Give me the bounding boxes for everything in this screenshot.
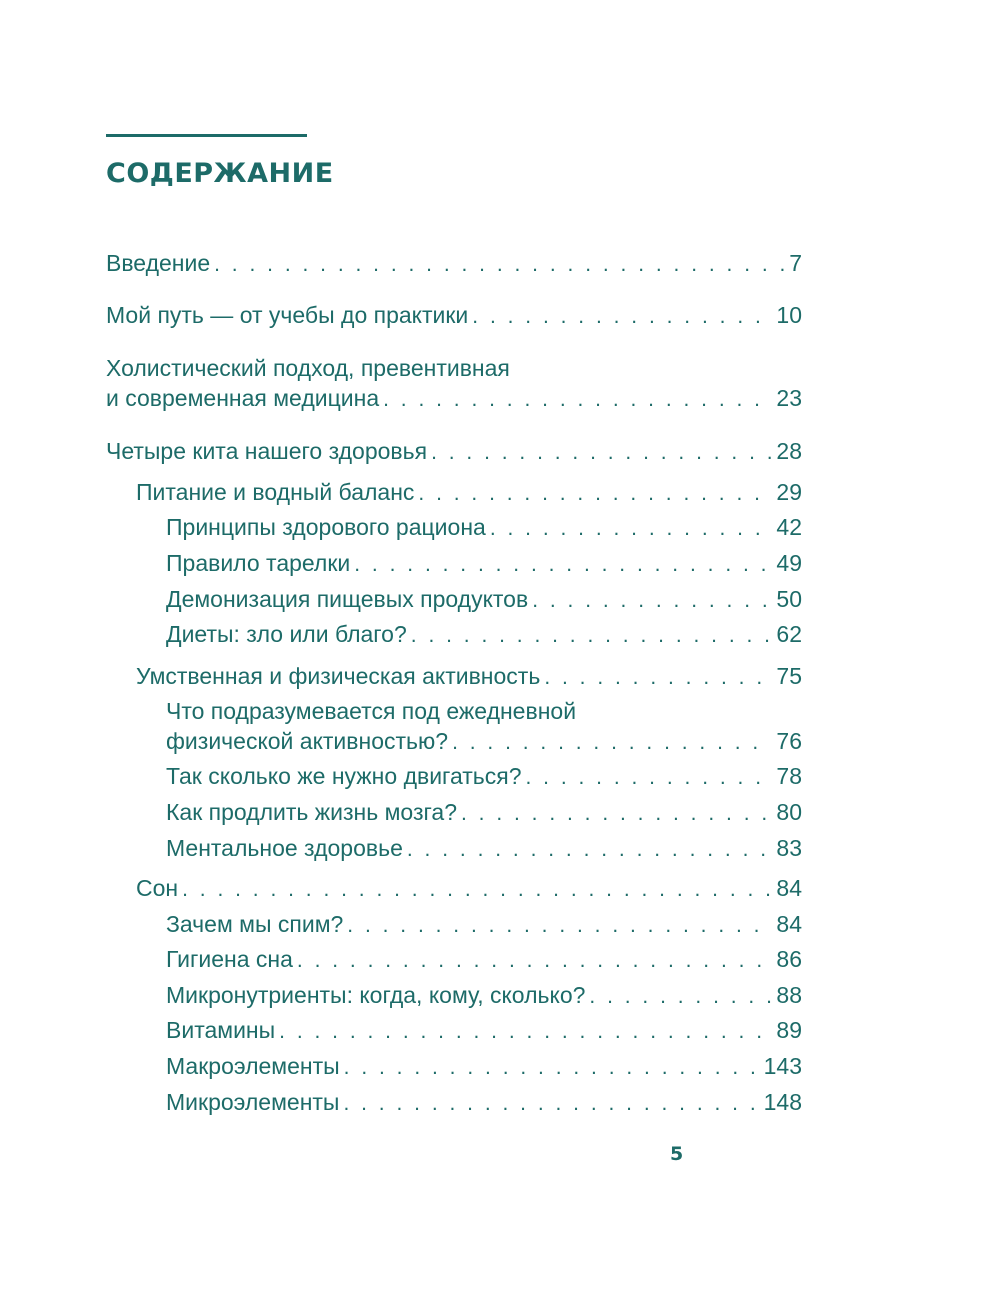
toc-entry-page: 50: [776, 586, 802, 612]
dot-leader: [589, 982, 772, 1012]
toc-entry-title: Макроэлементы: [166, 1053, 340, 1079]
dot-leader: [526, 763, 773, 793]
toc-entry-page: 88: [776, 982, 802, 1008]
toc-entry-nutrition[interactable]: [136, 477, 802, 509]
toc-entry-title: Введение: [106, 250, 211, 276]
toc-entry-page: 23: [776, 385, 802, 411]
toc-entry-page: 89: [776, 1017, 802, 1043]
toc-entry-page: 86: [776, 946, 802, 972]
toc-entry-page: 78: [776, 763, 802, 789]
toc-entry-title: Умственная и физическая активность: [136, 663, 541, 689]
toc-entry-introduction[interactable]: [106, 248, 802, 280]
toc-entry-page: 143: [763, 1053, 802, 1079]
toc-entry-page: 80: [776, 799, 802, 825]
dot-leader: [407, 835, 773, 865]
page-number: 5: [670, 1143, 684, 1165]
toc-entry-plate-rule[interactable]: [166, 548, 802, 580]
toc-entry-healthy-diet-principles[interactable]: [166, 512, 802, 544]
dot-leader: [411, 621, 773, 651]
toc-entry-daily-activity[interactable]: [166, 696, 802, 758]
toc-entry-title-first-line: Что подразумевается под ежедневной: [166, 698, 577, 724]
toc-entry-micronutrients[interactable]: [166, 980, 802, 1012]
dot-leader: [347, 911, 772, 941]
toc-entry-mental-health[interactable]: [166, 833, 802, 865]
toc-entry-why-we-sleep[interactable]: [166, 909, 802, 941]
toc-entry-page: 84: [776, 911, 802, 937]
toc-entry-page: 76: [776, 728, 802, 754]
toc-entry-title: Микронутриенты: когда, кому, сколько?: [166, 982, 586, 1008]
toc-entry-title: физической активностью?: [166, 728, 449, 754]
dot-leader: [431, 438, 772, 468]
toc-entry-page: 83: [776, 835, 802, 861]
dot-leader: [354, 550, 772, 580]
toc-entry-title: Правило тарелки: [166, 550, 351, 576]
toc-entry-microelements[interactable]: [166, 1087, 802, 1119]
toc-entry-sleep-hygiene[interactable]: [166, 944, 802, 976]
toc-entry-page: 84: [776, 875, 802, 901]
toc-entry-food-demonization[interactable]: [166, 584, 802, 616]
toc-entry-page: 148: [763, 1089, 802, 1115]
toc-entry-title: Ментальное здоровье: [166, 835, 403, 861]
toc-entry-title: Принципы здорового рациона: [166, 514, 486, 540]
dot-leader: [344, 1053, 760, 1083]
toc-entry-title-first-line: Холистический подход, превентивная: [106, 355, 510, 381]
dot-leader: [297, 946, 772, 976]
toc-entry-page: 75: [776, 663, 802, 689]
toc-entry-holistic-approach[interactable]: [106, 353, 802, 415]
toc-entry-title: Как продлить жизнь мозга?: [166, 799, 457, 825]
toc-entry-title: Диеты: зло или благо?: [166, 621, 407, 647]
toc-entry-page: 42: [776, 514, 802, 540]
dot-leader: [490, 514, 773, 544]
toc-entry-title: Так сколько же нужно двигаться?: [166, 763, 522, 789]
toc-entry-my-path[interactable]: [106, 300, 802, 332]
toc-entry-title: и современная медицина: [106, 385, 380, 411]
dot-leader: [452, 728, 772, 758]
dot-leader: [343, 1089, 759, 1119]
toc-entry-page: 10: [776, 302, 802, 328]
toc-entry-page: 49: [776, 550, 802, 576]
toc-entry-title: Мой путь — от учебы до практики: [106, 302, 469, 328]
toc-entry-title: Микроэлементы: [166, 1089, 340, 1115]
toc-entry-title: Демонизация пищевых продуктов: [166, 586, 529, 612]
dot-leader: [532, 586, 772, 616]
dot-leader: [544, 663, 772, 693]
dot-leader: [418, 479, 772, 509]
toc-entry-title: Сон: [136, 875, 179, 901]
toc-entry-title: Четыре кита нашего здоровья: [106, 438, 428, 464]
toc-entry-page: 28: [776, 438, 802, 464]
toc-entry-how-much-to-move[interactable]: [166, 761, 802, 793]
dot-leader: [279, 1017, 772, 1047]
toc-entry-title: Витамины: [166, 1017, 276, 1043]
toc-entry-page: 29: [776, 479, 802, 505]
toc-entry-title: Питание и водный баланс: [136, 479, 415, 505]
toc-entry-title: Гигиена сна: [166, 946, 293, 972]
dot-leader: [383, 385, 772, 415]
toc-entry-sleep[interactable]: [136, 873, 802, 905]
toc-entry-brain-life[interactable]: [166, 797, 802, 829]
toc-entry-activity[interactable]: [136, 661, 802, 693]
dot-leader: [182, 875, 772, 905]
toc-entry-macroelements[interactable]: [166, 1051, 802, 1083]
toc-entry-page: 7: [789, 250, 802, 276]
dot-leader: [214, 250, 785, 280]
toc-entry-four-pillars[interactable]: [106, 436, 802, 468]
dot-leader: [461, 799, 772, 829]
page-title: СОДЕРЖАНИЕ: [106, 158, 334, 189]
dot-leader: [472, 302, 772, 332]
toc-entry-title: Зачем мы спим?: [166, 911, 344, 937]
toc-entry-page: 62: [776, 621, 802, 647]
toc-entry-vitamins[interactable]: [166, 1015, 802, 1047]
toc-entry-diets[interactable]: [166, 619, 802, 651]
